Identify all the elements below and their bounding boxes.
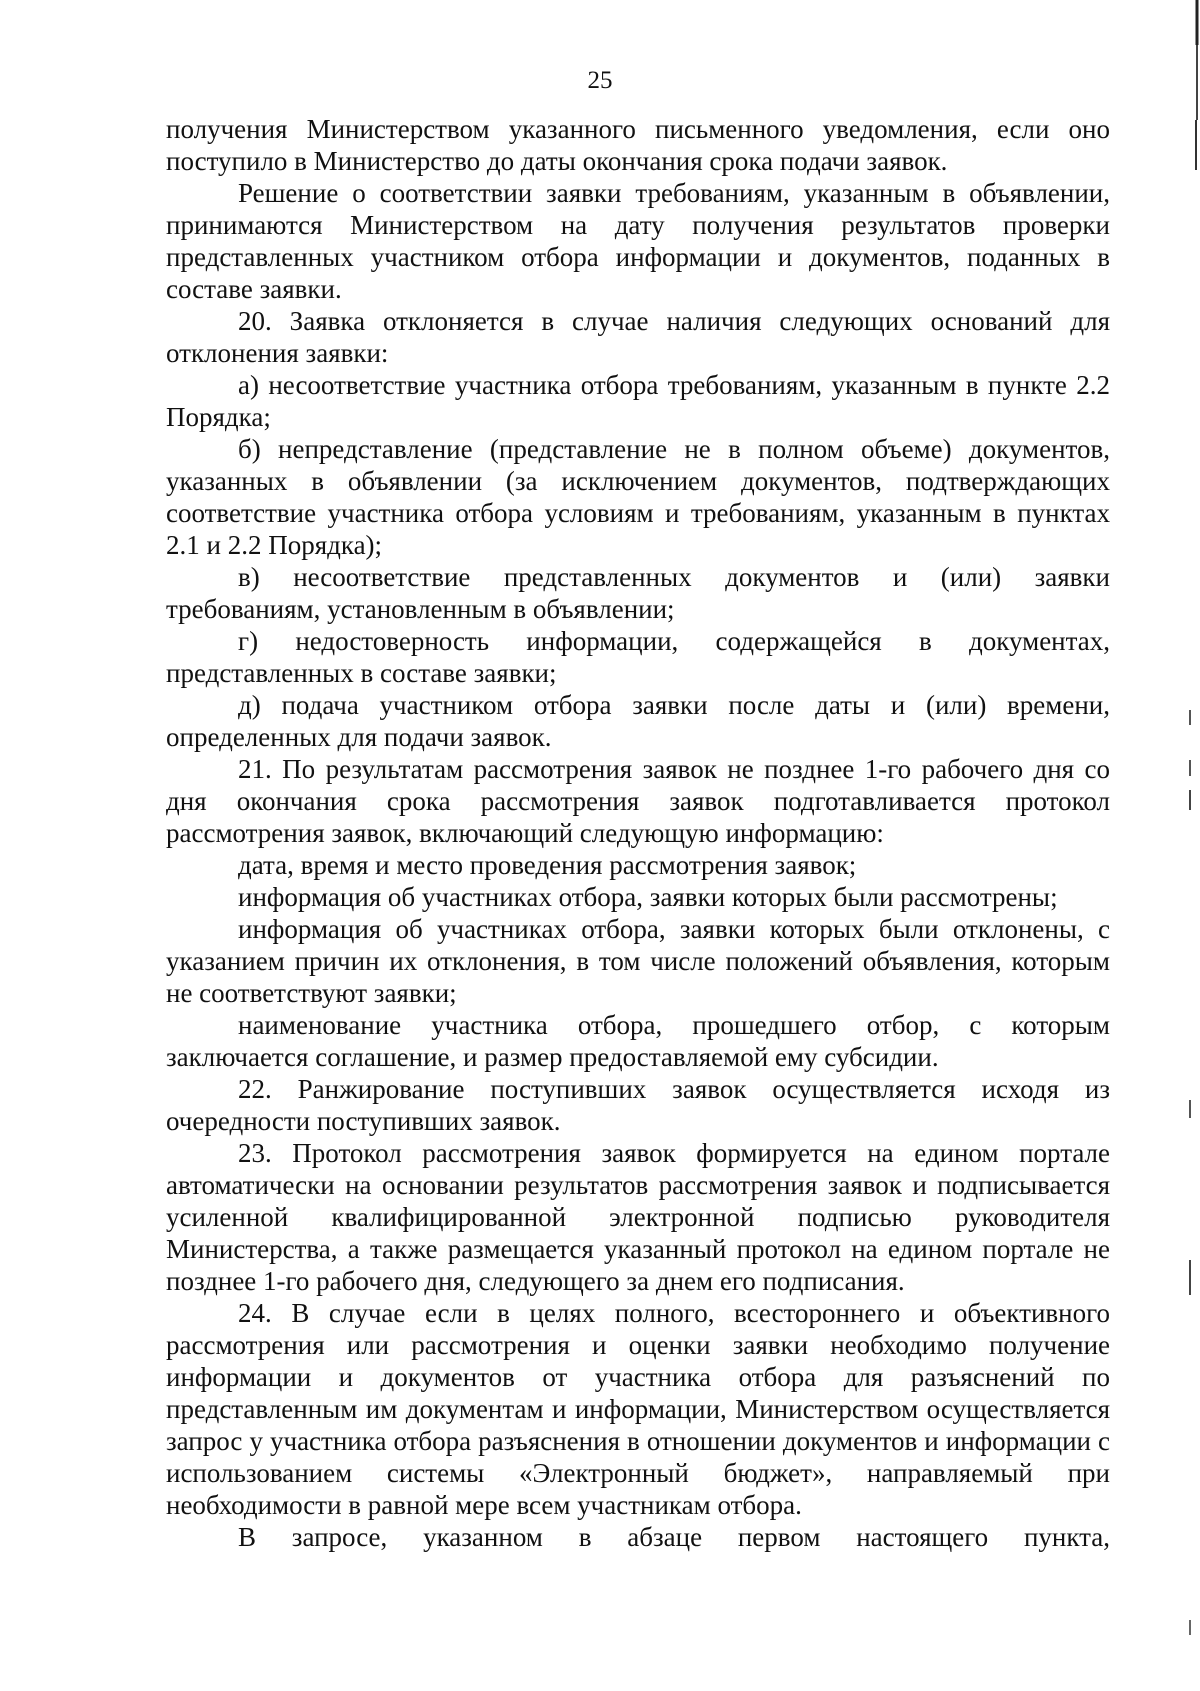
paragraph-20-d: д) подача участником отбора заявки после даты и (или) времени, определенных для подачи заявок. (166, 690, 1110, 752)
paragraph-20: 20. Заявка отклоняется в случае наличия следующих оснований для отклонения заявки: (166, 306, 1110, 368)
document-body (166, 113, 1110, 1553)
scan-edge-artifacts (1170, 0, 1200, 1691)
paragraph-22: 22. Ранжирование поступивших заявок осуществляется исходя из очередности поступивших заявок. (166, 1074, 1110, 1136)
paragraph-20-a: а) несоответствие участника отбора требованиям, указанным в пункте 2.2 Порядка; (166, 370, 1110, 432)
paragraph-21: 21. По результатам рассмотрения заявок не позднее 1-го рабочего дня со дня окончания срока рассмотрения заявок подготавливается протокол рассмотрения заявок, включающий следующую информацию: (166, 754, 1110, 848)
paragraph-20-b: б) непредставление (представление не в полном объеме) документов, указанных в объявлении (за исключением документов, подтверждающих соответствие участника отбора условиям и требованиям, указанным в пунктах 2.1 и 2.2 Порядка); (166, 434, 1110, 560)
paragraph-20-v: в) несоответствие представленных документов и (или) заявки требованиям, установленным в объявлении; (166, 562, 1110, 624)
page-number: 25 (587, 67, 613, 94)
paragraph-23: 23. Протокол рассмотрения заявок формируется на едином портале автоматически на основании результатов рассмотрения заявок и подписывается усиленной квалифицированной электронной подписью руководителя Министерства, а также размещается указанный протокол на едином портале не позднее 1-го рабочего дня, следующего за днем его подписания. (166, 1138, 1110, 1296)
paragraph-24: 24. В случае если в целях полного, всестороннего и объективного рассмотрения или рассмотрения и оценки заявки необходимо получение информации и документов от участника отбора для разъяснений по представленным им документам и информации, Министерством осуществляется запрос у участника отбора разъяснения в отношении документов и информации с использованием системы «Электронный бюджет», направляемый при необходимости в равной мере всем участникам отбора. (166, 1298, 1110, 1520)
paragraph-20-g: г) недостоверность информации, содержащейся в документах, представленных в составе заявки; (166, 626, 1110, 688)
paragraph-21-item-rejected: информация об участниках отбора, заявки которых были отклонены, с указанием причин их отклонения, в том числе положений объявления, которым не соответствуют заявки; (166, 914, 1110, 1008)
paragraph-continuation: получения Министерством указанного письменного уведомления, если оно поступило в Министерство до даты окончания срока подачи заявок. (166, 114, 1110, 176)
paragraph-decision: Решение о соответствии заявки требованиям, указанным в объявлении, принимаются Министерством на дату получения результатов проверки представленных участником отбора информации и документов, поданных в составе заявки. (166, 178, 1110, 304)
paragraph-24-request: В запросе, указанном в абзаце первом настоящего пункта, (238, 1522, 1110, 1552)
paragraph-21-item-winner: наименование участника отбора, прошедшего отбор, с которым заключается соглашение, и размер предоставляемой ему субсидии. (166, 1010, 1110, 1072)
paragraph-21-item-date: дата, время и место проведения рассмотрения заявок; (238, 850, 857, 880)
paragraph-21-item-reviewed: информация об участниках отбора, заявки которых были рассмотрены; (238, 882, 1058, 912)
